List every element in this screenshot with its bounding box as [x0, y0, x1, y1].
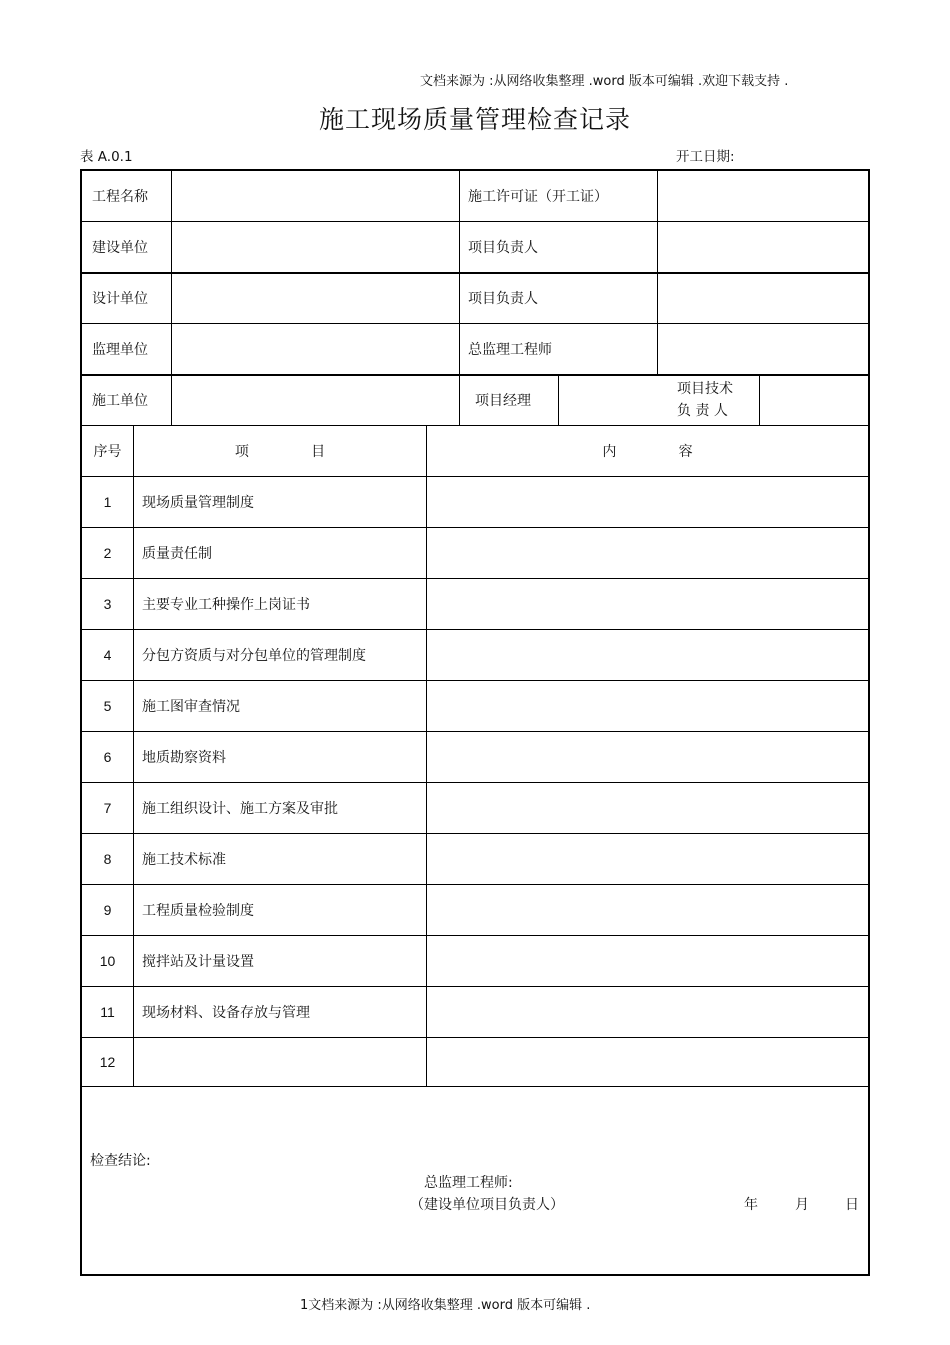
item-no: 7 [103, 800, 112, 816]
record-table [80, 169, 870, 1276]
row-divider [82, 1086, 868, 1087]
col-divider [558, 374, 559, 425]
col-divider [459, 171, 460, 425]
tech-lead-label [677, 375, 733, 425]
supervision-unit-label: 监理单位 [92, 342, 148, 358]
tech-lead-line1: 项目技术 [677, 381, 733, 397]
item-no: 1 [103, 494, 112, 510]
item-name: 搅拌站及计量设置 [142, 954, 254, 970]
item-name: 工程质量检验制度 [142, 903, 254, 919]
item-no: 9 [103, 902, 112, 918]
item-no: 5 [103, 698, 112, 714]
chief-supervisor-label: 总监理工程师 [468, 342, 552, 358]
date-year: 年 [744, 1197, 758, 1213]
header-note: 文档来源为 :从网络收集整理 .word 版本可编辑 .欢迎下载支持 . [420, 74, 789, 89]
item-name: 现场材料、设备存放与管理 [142, 1005, 310, 1021]
project-name-label: 工程名称 [92, 189, 148, 205]
item-no: 6 [103, 749, 112, 765]
item-no: 11 [100, 1004, 115, 1020]
col-divider [759, 374, 760, 425]
item-name: 主要专业工种操作上岗证书 [142, 597, 310, 613]
item-name: 施工组织设计、施工方案及审批 [142, 801, 338, 817]
col-divider [133, 425, 134, 1086]
construction-unit-label: 施工单位 [92, 393, 148, 409]
date-month: 月 [795, 1197, 809, 1213]
item-no: 10 [99, 953, 116, 969]
item-no: 3 [103, 596, 112, 612]
item-no: 4 [103, 647, 112, 663]
start-date-label: 开工日期: [676, 149, 735, 165]
item-name: 分包方资质与对分包单位的管理制度 [142, 648, 366, 664]
project-manager-label: 项目经理 [475, 393, 531, 409]
owner-signature-label: （建设单位项目负责人） [410, 1197, 564, 1213]
col-header-content: 内 容 [602, 444, 693, 460]
col-divider [171, 171, 172, 425]
item-name: 质量责任制 [142, 546, 212, 562]
footer-note: 1文档来源为 :从网络收集整理 .word 版本可编辑 . [300, 1298, 591, 1313]
item-name: 地质勘察资料 [142, 750, 226, 766]
item-no: 12 [99, 1054, 116, 1070]
page-title: 施工现场质量管理检查记录 [318, 105, 631, 134]
item-name: 现场质量管理制度 [142, 495, 254, 511]
col-divider [657, 171, 658, 374]
owner-pm-label: 项目负责人 [468, 240, 538, 256]
table-number: 表 A.0.1 [80, 149, 133, 165]
col-divider [426, 425, 427, 1086]
permit-label: 施工许可证（开工证） [468, 189, 608, 205]
design-pm-label: 项目负责人 [468, 291, 538, 307]
design-unit-label: 设计单位 [92, 291, 148, 307]
col-header-seq: 序号 [93, 444, 122, 460]
item-no: 8 [103, 851, 112, 867]
col-header-item: 项 目 [234, 444, 326, 460]
conclusion-label: 检查结论: [90, 1153, 151, 1169]
chief-signature-label: 总监理工程师: [424, 1175, 513, 1191]
owner-unit-label: 建设单位 [92, 240, 148, 256]
row-divider [82, 1037, 868, 1038]
item-name: 施工图审查情况 [142, 699, 240, 715]
date-day: 日 [845, 1197, 859, 1213]
tech-lead-line2: 负 责 人 [677, 403, 728, 419]
item-name: 施工技术标准 [142, 852, 226, 868]
item-no: 2 [103, 545, 112, 561]
